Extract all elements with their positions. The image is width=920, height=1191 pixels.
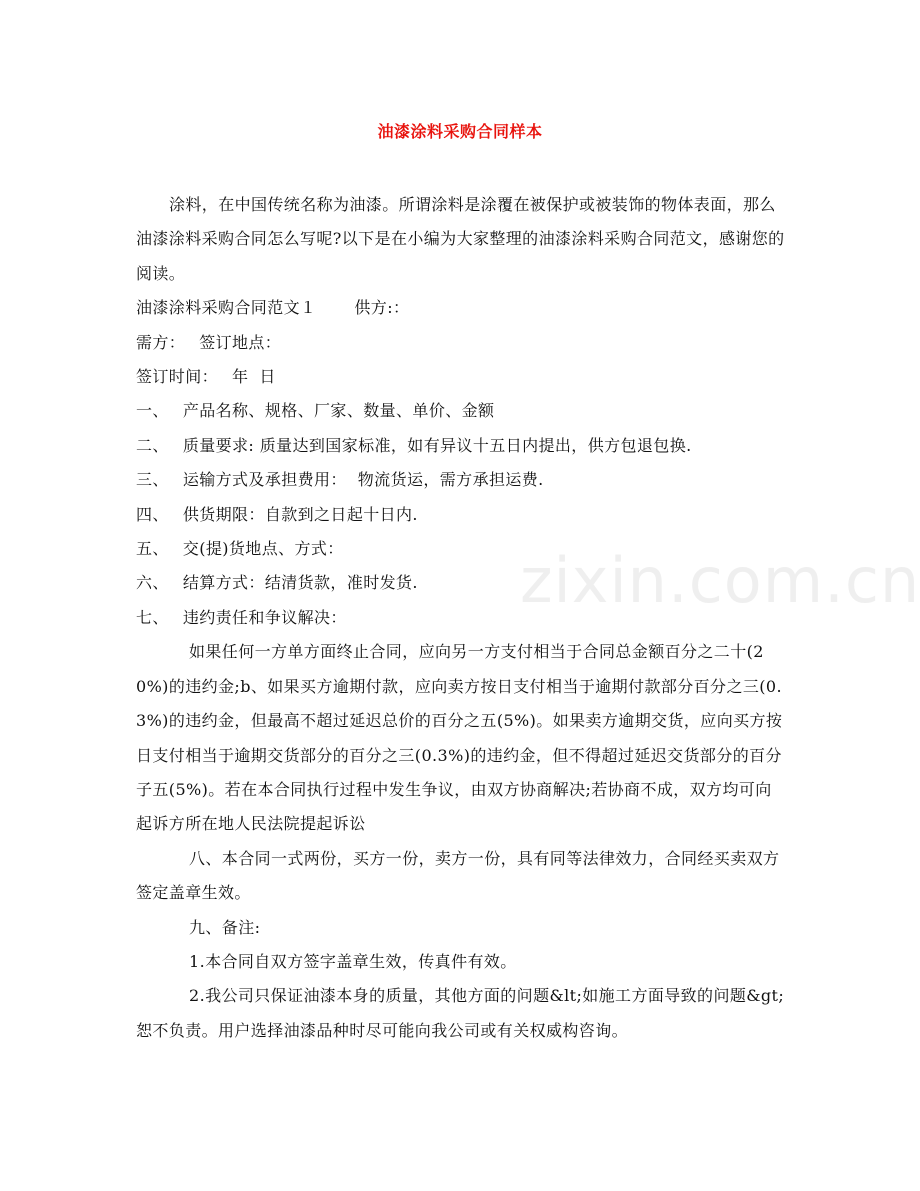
clause-text: 违约责任和争议解决： (182, 607, 347, 627)
sample-heading-line (136, 291, 788, 325)
clause-item (136, 429, 788, 463)
clause8-paragraph: 八、本合同一式两份，买方一份，卖方一份，具有同等法律效力，合同经买卖双方签定盖章生效。 (136, 848, 780, 903)
penalty-paragraph: 如果任何一方单方面终止合同，应向另一方支付相当于合同总金额百分之二十(20%)的违约金;b、如果买方逾期付款，应向卖方按日支付相当于逾期付款部分百分之三(0.3%)的违约金，但最高不超过延迟总价的百分之五(5%)。如果卖方逾期交货，应向买方按日支付相当于逾期交货部分的百分之三(0.3%)的违约金，但不得超过延迟交货部分的百分子五(5%)。若在本合同执行过程中发生争议，由双方协商解决;若协商不成，双方均可向起诉方所在地人民法院提起诉讼 (136, 642, 783, 834)
sign-place-label: 签订地点： (199, 332, 282, 352)
buyer-label: 需方： (136, 332, 186, 352)
clause-text: 供货期限：自款到之日起十日内. (182, 504, 418, 524)
sample-heading: 油漆涂料采购合同范文１ (136, 298, 317, 318)
intro-paragraph: 涂料，在中国传统名称为油漆。所谓涂料是涂覆在被保护或被装饰的物体表面，那么油漆涂料采购合同怎么写呢?以下是在小编为大家整理的油漆涂料采购合同范文，感谢您的阅读。 (136, 195, 785, 283)
clause-number: 七、 (136, 607, 169, 627)
clause-text: 产品名称、规格、厂家、数量、单价、金额 (182, 401, 495, 421)
clause-number: 三、 (136, 470, 169, 490)
sign-time-line (136, 360, 788, 394)
clause9-heading: 九、备注: (189, 917, 261, 937)
clause-text: 质量要求: 质量达到国家标准，如有异议十五日内提出，供方包退包换. (182, 435, 692, 455)
note-1: 1.本合同自双方签字盖章生效，传真件有效。 (189, 951, 517, 971)
supplier-label: 供方:： (354, 298, 410, 318)
sign-date: 年 日 (232, 367, 276, 387)
clause-number: 五、 (136, 539, 169, 559)
note-2: 2.我公司只保证油漆本身的质量，其他方面的问题&lt;如施工方面导致的问题&gt;恕不负责。用户选择油漆品种时尽可能向我公司或有关权威构咨询。 (136, 986, 785, 1040)
clause-number: 六、 (136, 573, 169, 593)
document-body (136, 188, 788, 1048)
clause-item (136, 532, 788, 566)
sign-time-label: 签订时间： (136, 367, 219, 387)
clause-text: 结算方式：结清货款，准时发货. (182, 573, 418, 593)
document-title: 油漆涂料采购合同样本 (377, 122, 543, 141)
buyer-line (136, 326, 788, 360)
clause-number: 四、 (136, 504, 169, 524)
clause-item (136, 498, 788, 532)
clause-text: 交(提)货地点、方式： (182, 539, 344, 559)
clause-text: 运输方式及承担费用： 物流货运，需方承担运费. (182, 470, 544, 490)
clause-number: 二、 (136, 435, 169, 455)
clause-item (136, 394, 788, 428)
clause-number: 一、 (136, 401, 169, 421)
clause-item (136, 566, 788, 600)
clause-item (136, 601, 788, 635)
watermark: zixin.com.cn (520, 544, 920, 617)
clause-item (136, 463, 788, 497)
